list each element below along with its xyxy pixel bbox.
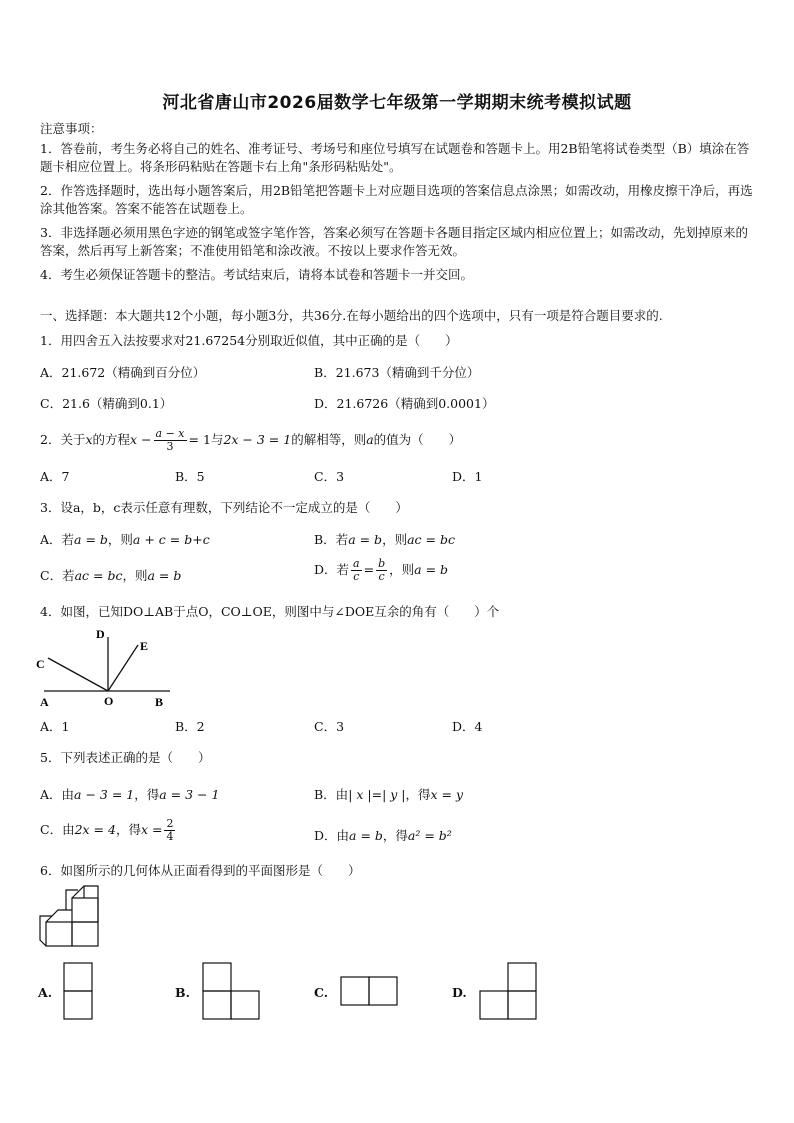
- notice-item-1: 1．答卷前，考生务必将自己的姓名、准考证号、考场号和座位号填写在试题卷和答题卡上。用2B铅笔将试卷类型（B）填涂在答题卡相应位置上。将条形码粘贴在答题卡右上角"条形码粘贴处"。: [40, 141, 750, 174]
- q2-eq2: 2x − 3 = 1: [223, 432, 292, 447]
- q6-option-c-figure: [341, 977, 397, 1005]
- label-o: O: [104, 694, 114, 708]
- q3-option-c: C．若ac = bc，则a = b: [40, 568, 182, 583]
- q2-option-b: B．5: [175, 469, 205, 484]
- notice-item-2: 2．作答选择题时，选出每小题答案后，用2B铅笔把答题卡上对应题目选项的答案信息点涂黑；如需改动，用橡皮擦干净后，再选涂其他答案。答案不能答在试题卷上。: [40, 183, 753, 216]
- q4-option-a: A．1: [40, 719, 70, 734]
- q1-option-d: D．21.6726（精确到0.0001）: [314, 396, 495, 411]
- label-a: A: [40, 695, 49, 709]
- q2-fraction: $\frac{a - x}{3}$: [155, 427, 185, 453]
- q6-option-b-figure: [203, 963, 259, 1019]
- q5-option-a: A．由a − 3 = 1，得a = 3 − 1: [40, 787, 220, 802]
- label-d: D: [96, 627, 105, 641]
- notice-heading: 注意事项：: [40, 121, 103, 136]
- q3-option-a: A．若a = b，则a + c = b+c: [40, 532, 210, 547]
- label-e: E: [140, 639, 149, 653]
- q4-stem: 4．如图，已知DO⊥AB于点O，CO⊥OE，则图中与∠DOE互余的角有（ ）个: [40, 604, 500, 619]
- q3-stem: 3．设a，b，c表示任意有理数，下列结论不一定成立的是（ ）: [40, 500, 408, 515]
- q2-option-a: A．7: [40, 469, 70, 484]
- q2-option-c: C．3: [314, 469, 345, 484]
- q3-option-d: D．若 $\frac{a}{c}$ = $\frac{b}{c}$ ，则a = b: [314, 557, 449, 583]
- q2-stem: 2．关于x的方程x − $\frac{a - x}{3}$ = 1与2x − 3 = 1的解相等，则a的值为（ ）: [40, 427, 462, 453]
- cube-solid-figure: [40, 886, 98, 946]
- q2-option-d: D．1: [452, 469, 483, 484]
- q4-option-c: C．3: [314, 719, 345, 734]
- q6-option-c-label: C.: [314, 985, 329, 1000]
- q1-stem: 1．用四舍五入法按要求对21.67254分别取近似值，其中正确的是（ ）: [40, 333, 458, 348]
- label-c: C: [36, 657, 45, 671]
- q6-option-b-label: B.: [175, 985, 190, 1000]
- q6-option-a-figure: [64, 963, 92, 1019]
- q1-option-a: A．21.672（精确到百分位）: [40, 365, 206, 380]
- section-heading: 一、选择题：本大题共12个小题，每小题3分，共36分.在每小题给出的四个选项中，只有一项是符合题目要求的.: [40, 308, 663, 323]
- q6-stem: 6．如图所示的几何体从正面看得到的平面图形是（ ）: [40, 863, 361, 878]
- q1-option-c: C．21.6（精确到0.1）: [40, 396, 173, 411]
- q5-option-d: D．由a = b，得a² = b²: [314, 828, 452, 843]
- q5-option-b: B．由| x |=| y |，得x = y: [314, 787, 464, 802]
- notice-item-4: 4．考生必须保证答题卡的整洁。考试结束后，请将本试卷和答题卡一并交回。: [40, 267, 473, 282]
- q6-option-d-label: D.: [452, 985, 467, 1000]
- label-b: B: [155, 695, 164, 709]
- q5-stem: 5．下列表述正确的是（ ）: [40, 750, 211, 765]
- q5-option-c: C．由2x = 4，得x = $\frac{2}{4}$: [40, 817, 174, 843]
- q2-eq-left: x −: [130, 432, 152, 447]
- q6-option-d-figure: [480, 963, 536, 1019]
- q3-option-b: B．若a = b，则ac = bc: [314, 532, 455, 547]
- q4-option-b: B．2: [175, 719, 205, 734]
- q1-option-b: B．21.673（精确到千分位）: [314, 365, 480, 380]
- page-title: 河北省唐山市2026届数学七年级第一学期期末统考模拟试题: [162, 93, 632, 113]
- q4-option-d: D．4: [452, 719, 483, 734]
- notice-item-3: 3．非选择题必须用黑色字迹的钢笔或签字笔作答，答案必须写在答题卡各题目指定区域内相应位置上；如需改动，先划掉原来的答案，然后再写上新答案；不准使用铅笔和涂改液。不按以上要求作答无效。: [40, 225, 748, 258]
- q6-option-a-label: A.: [38, 985, 53, 1000]
